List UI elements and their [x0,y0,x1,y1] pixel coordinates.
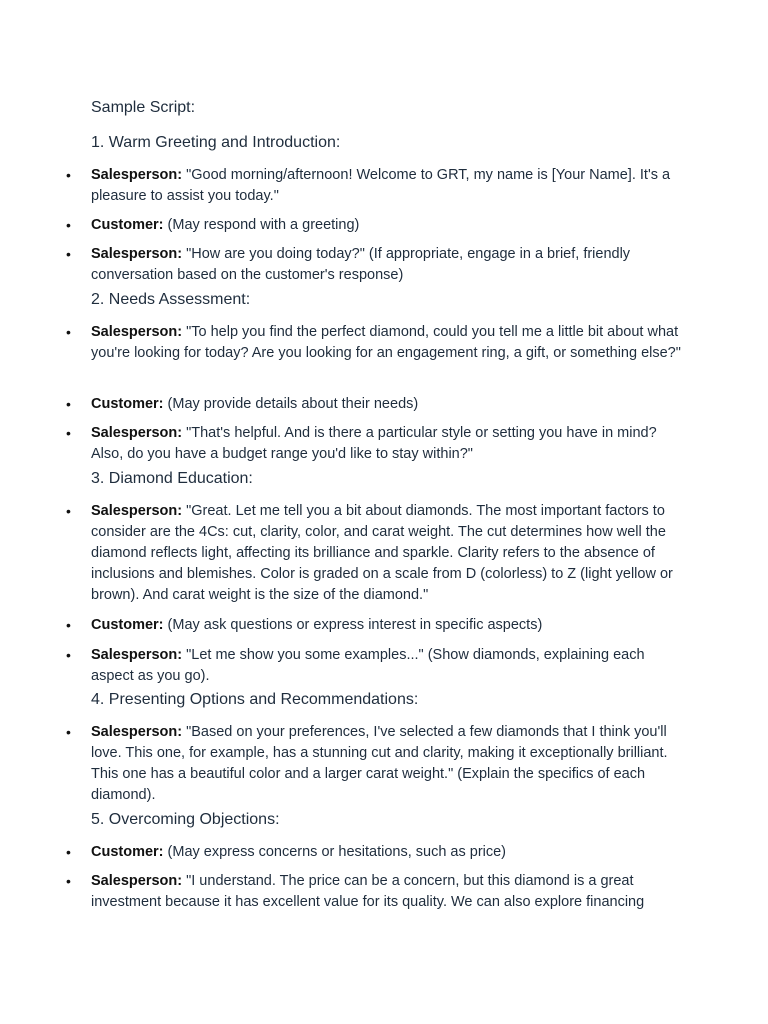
list-item-text [91,394,681,415]
document-title: Sample Script: [91,99,196,116]
section-heading-overcoming-objections: 5. Overcoming Objections: [91,811,280,828]
bullet-icon: • [66,324,71,340]
speaker-label: Salesperson: [91,647,183,663]
dialogue-text: "I understand. The price can be a concern, but this diamond is a great investment because it has excellent value for its quality. We can also explore financing [91,873,645,910]
list-item-text [91,722,681,806]
bullet-icon: • [66,724,71,740]
section-heading-needs-assessment: 2. Needs Assessment: [91,291,251,308]
list-item-text [91,423,681,465]
list-item-text [91,842,681,863]
dialogue-text: "How are you doing today?" (If appropriate, engage in a brief, friendly conversation based on the customer's response) [91,246,631,283]
dialogue-text: "Let me show you some examples..." (Show diamonds, explaining each aspect as you go). [91,647,645,684]
dialogue-text: "Great. Let me tell you a bit about diamonds. The most important factors to consider are the 4Cs: cut, clarity, color, and carat weight. The cut determines how well the diamond reflects light, affecting its brilliance and sparkle. Clarity refers to the absence of inclusions and blemishes. Color is graded on a scale from D (colorless) to Z (light yellow or brown). And carat weight is the size of the diamond." [91,503,673,603]
speaker-label: Customer: [91,844,164,860]
section-heading-diamond-education: 3. Diamond Education: [91,470,253,487]
bullet-icon: • [66,425,71,441]
dialogue-text: (May express concerns or hesitations, such as price) [163,844,507,860]
list-item-text [91,615,681,636]
bullet-icon: • [66,647,71,663]
list-item-text [91,165,681,207]
dialogue-text: "Based on your preferences, I've selected a few diamonds that I think you'll love. This one, for example, has a stunning cut and clarity, making it exceptionally brilliant. This one has a beautiful color and a larger carat weight." (Explain the specifics of each diamond). [91,724,668,803]
bullet-icon: • [66,167,71,183]
bullet-icon: • [66,246,71,262]
speaker-label: Customer: [91,217,164,233]
dialogue-text: "To help you find the perfect diamond, could you tell me a little bit about what you're looking for today? Are you looking for an engagement ring, a gift, or something else?" [91,324,681,361]
list-item-text [91,501,681,606]
list-item-text [91,871,681,913]
bullet-icon: • [66,844,71,860]
bullet-icon: • [66,396,71,412]
speaker-label: Salesperson: [91,503,183,519]
speaker-label: Salesperson: [91,246,183,262]
speaker-label: Salesperson: [91,425,183,441]
bullet-icon: • [66,617,71,633]
bullet-icon: • [66,217,71,233]
dialogue-text: (May respond with a greeting) [163,217,360,233]
section-heading-warm-greeting: 1. Warm Greeting and Introduction: [91,134,341,151]
speaker-label: Customer: [91,396,164,412]
speaker-label: Salesperson: [91,873,183,889]
speaker-label: Customer: [91,617,164,633]
bullet-icon: • [66,503,71,519]
dialogue-text: "Good morning/afternoon! Welcome to GRT, my name is [Your Name]. It's a pleasure to assist you today." [91,167,671,204]
list-item-text [91,645,681,687]
speaker-label: Salesperson: [91,167,183,183]
bullet-icon: • [66,873,71,889]
section-heading-presenting-options: 4. Presenting Options and Recommendations: [91,691,419,708]
list-item-text [91,322,681,364]
speaker-label: Salesperson: [91,724,183,740]
speaker-label: Salesperson: [91,324,183,340]
dialogue-text: (May ask questions or express interest in specific aspects) [163,617,543,633]
dialogue-text: (May provide details about their needs) [163,396,419,412]
list-item-text [91,244,681,286]
list-item-text [91,215,681,236]
dialogue-text: "That's helpful. And is there a particular style or setting you have in mind? Also, do you have a budget range you'd like to stay within?" [91,425,657,462]
